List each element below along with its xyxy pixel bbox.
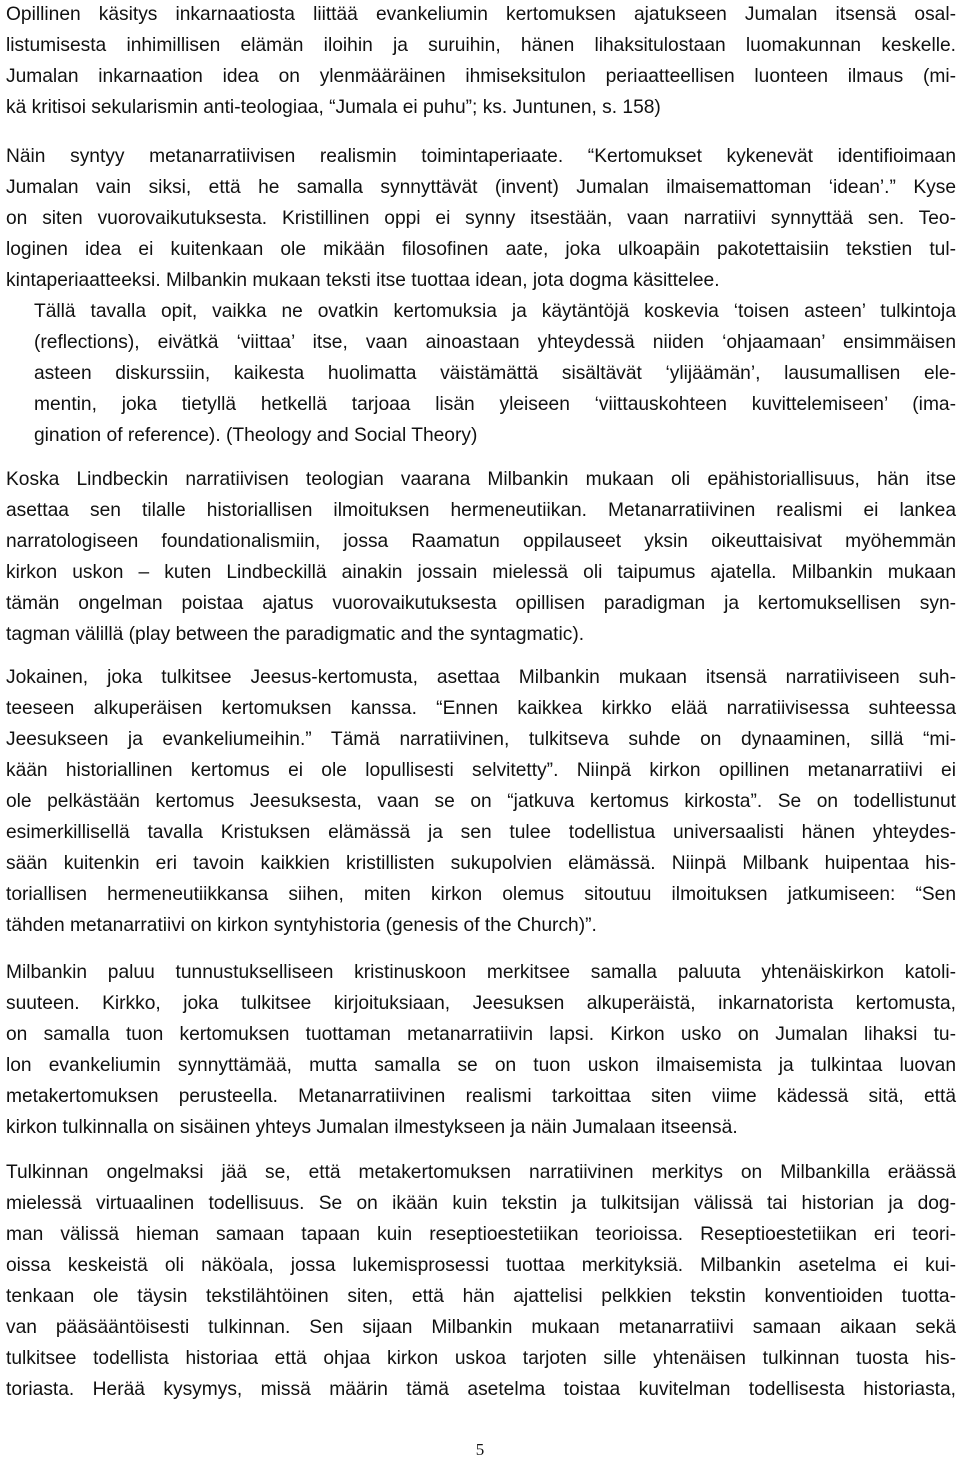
text-line: kään historiallinen kertomus ei ole lopullisesti selvitetty”. Niinpä kirkon opillinen metanarratiivi ei — [6, 760, 956, 781]
text-line: on samalla tuon kertomuksen tuottaman metanarratiivin lapsi. Kirkon usko on Jumalan lihaksi tu- — [6, 1024, 956, 1045]
quote-line: asteen diskurssiin, kaikesta huolimatta väistämättä sisältävät ‘ylijäämän’, lausumallisen ele- — [34, 363, 956, 384]
text-line: ole pelkästään kertomus Jeesuksesta, vaan se on “jatkuva kertomus kirkosta”. Se on todellistunut — [6, 791, 956, 812]
text-line: Opillinen käsitys inkarnaatiosta liittää evankeliumin kertomuksen ajatukseen Jumalan itsensä osal- — [6, 4, 956, 25]
text-line: Tulkinnan ongelmaksi jää se, että metakertomuksen narratiivinen merkitys on Milbankilla eräässä — [6, 1162, 956, 1183]
text-line: kintaperiaatteeksi. Milbankin mukaan teksti itse tuottaa idean, jota dogma käsittelee. — [6, 270, 720, 291]
text-line: Koska Lindbeckin narratiivisen teologian vaarana Milbankin mukaan oli epähistoriallisuus, hän itse — [6, 469, 956, 490]
text-line: kä kritisoi sekularismin anti-teologiaa, “Jumala ei puhu”; ks. Juntunen, s. 158) — [6, 97, 661, 118]
page-number: 5 — [475, 1440, 485, 1459]
text-line: tagman välillä (play between the paradigmatic and the syntagmatic). — [6, 624, 585, 645]
text-line: van pääsääntöisesti tulkinnan. Sen sijaan Milbankin mukaan metanarratiivi samaan aikaan sekä — [6, 1317, 956, 1338]
text-line: Jumalan inkarnaation idea on ylenmääräinen ihmiseksitulon periaatteellisen luonteen ilmaus (mi- — [6, 66, 956, 87]
quote-line: mentin, joka tietyllä hetkellä tarjoaa lisän yleiseen ‘viittauskohteen kuvittelemiseen’ (ima- — [34, 394, 956, 415]
text-line: listumisesta inhimillisen elämän iloihin ja suruihin, hänen lihaksitulostaan luomakunnan keskelle. — [6, 35, 956, 56]
text-line: kirkon uskon – kuten Lindbeckillä ainakin jossain mielessä oli taipumus ajatella. Milbankin mukaan — [6, 562, 956, 583]
text-line: on siten vuorovaikutuksesta. Kristillinen oppi ei synny itsestään, vaan narratiivi synnyttää sen. Teo- — [6, 208, 956, 229]
text-line: suuteen. Kirkko, joka tulkitsee kirjoituksiaan, Jeesuksen alkuperäistä, inkarnatorista kertomusta, — [6, 993, 956, 1014]
quote-line: gination of reference). (Theology and Social Theory) — [34, 425, 478, 446]
text-line: Näin syntyy metanarratiivisen realismin toimintaperiaate. “Kertomukset kykenevät identifioimaan — [6, 146, 956, 167]
text-line: tämän ongelman poistaa ajatus vuorovaikutuksesta opillisen paradigman ja kertomuksellisen syn- — [6, 593, 956, 614]
text-line: tulkitsee todellista historiaa että ohjaa kirkon uskoa tarjoten sille yhtenäisen tulkinnan tuosta his- — [6, 1348, 956, 1369]
text-line: kirkon tulkinnalla on sisäinen yhteys Jumalan ilmestykseen ja näin Jumalaan itseensä. — [6, 1117, 738, 1138]
paragraph-incarnation — [6, 0, 956, 123]
paragraph-interpretation-problem — [6, 1157, 956, 1405]
text-line: tenkaan ole täysin tekstilähtöinen siten, että hän ajattelisi pelkkien tekstin konventioiden tuotta- — [6, 1286, 956, 1307]
quote-line: (reflections), eivätkä ‘viittaa’ itse, vaan ainoastaan yhteydessä niiden ‘ohjaamaan’ ensimmäisen — [34, 332, 956, 353]
text-line: toriallisen hermeneutiikkansa siihen, miten kirkon olemus sitoutuu ilmoituksen jatkumiseen: “Sen — [6, 884, 956, 905]
paragraph-catholicity — [6, 957, 956, 1143]
text-line: man välissä hieman samaan tapaan kuin reseptioestetiikan teorioissa. Reseptioestetiikan eri teori- — [6, 1224, 956, 1245]
text-line: toriasta. Herää kysymys, missä määrin tämä asetelma toistaa kuvitelman todellisesta historiasta, — [6, 1379, 956, 1400]
paragraph-jesus-narrative — [6, 662, 956, 941]
text-line: lon evankeliumin synnyttämää, mutta samalla se on tuon uskon ilmaisemista ja tulkintaa luovan — [6, 1055, 956, 1076]
text-line: sään kuitenkin eri tavoin kaikkien kristillisten sukupolvien elämässä. Niinpä Milbank huipentaa his- — [6, 853, 956, 874]
text-line: tähden metanarratiivi on kirkon syntyhistoria (genesis of the Church)”. — [6, 915, 597, 936]
text-line: teeseen alkuperäisen kertomuksen kanssa. “Ennen kaikkea kirkko elää narratiivisessa suhteessa — [6, 698, 956, 719]
quote-line: Tällä tavalla opit, vaikka ne ovatkin kertomuksia ja käytäntöjä koskevia ‘toisen asteen’ tulkintoja — [34, 301, 956, 322]
text-line: Jokainen, joka tulkitsee Jeesus-kertomusta, asettaa Milbankin mukaan itsensä narratiiviseen suh- — [6, 667, 956, 688]
text-line: Milbankin paluu tunnustukselliseen kristinuskoon merkitsee samalla paluuta yhtenäiskirkon katoli- — [6, 962, 956, 983]
paragraph-metanarrative-principle — [6, 141, 956, 296]
text-line: loginen idea ei kuitenkaan ole mikään filosofinen aate, joka ulkoapäin pakotettaisiin tekstien tul- — [6, 239, 956, 260]
text-line: Jeesukseen ja evankeliumeihin.” Tämä narratiivinen, tulkitseva suhde on dynaaminen, sillä “mi- — [6, 729, 956, 750]
text-line: metakertomuksen perusteella. Metanarratiivinen realismi tarkoittaa siten viime kädessä sitä, että — [6, 1086, 956, 1107]
block-quote — [6, 296, 956, 451]
text-line: narratologiseen foundationalismiin, jossa Raamatun oppilauseet yksin oikeuttaisivat myöhemmän — [6, 531, 956, 552]
text-line: oissa keskeistä oli näköala, jossa lukemisprosessi tuottaa merkityksiä. Milbankin asetelma ei kui- — [6, 1255, 956, 1276]
paragraph-lindbeck — [6, 464, 956, 650]
text-line: mielessä virtuaalinen todellisuus. Se on ikään kuin tekstin ja tulkitsijan välissä tai historian ja dog- — [6, 1193, 956, 1214]
text-line: esimerkillisellä tavalla Kristuksen elämässä ja sen tulee todellistua universaalisti hänen yhteydes- — [6, 822, 956, 843]
text-line: Jumalan vain siksi, että he samalla synnyttävät (invent) Jumalan ilmaisemattoman ‘idean’.” Kyse — [6, 177, 956, 198]
text-line: asettaa sen tilalle historiallisen ilmoituksen hermeneutiikan. Metanarratiivinen realismi ei lankea — [6, 500, 956, 521]
